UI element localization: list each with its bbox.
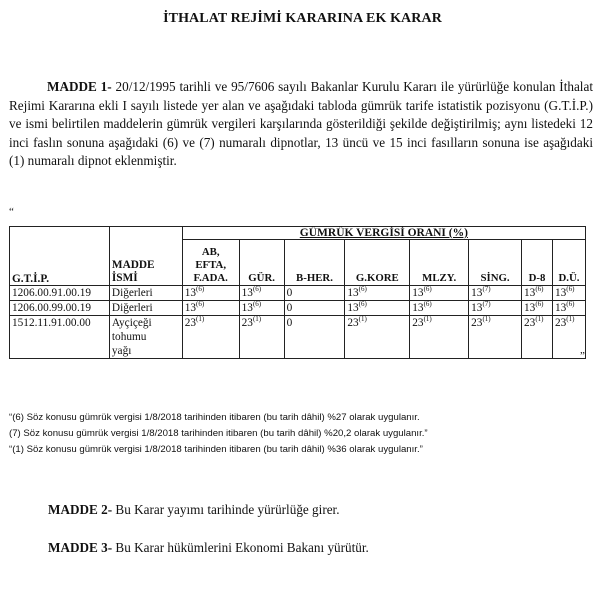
header-d8: D-8 <box>522 240 553 286</box>
cell-name: Diğerleri <box>109 301 182 316</box>
madde-2-paragraph <box>48 502 340 518</box>
cell-note: (6) <box>423 300 432 309</box>
table-row <box>10 286 586 301</box>
cell-gkore <box>345 316 410 359</box>
cell-value: 23 <box>471 317 483 329</box>
tariff-table <box>9 226 586 359</box>
footnote-6: “(6) Söz konusu gümrük vergisi 1/8/2018 tarihinden itibaren (bu tarih dâhil) %27 olarak uygulanır. <box>9 412 420 423</box>
cell-gtip: 1206.00.91.00.19 <box>10 286 110 301</box>
header-gkore: G.KORE <box>345 240 410 286</box>
cell-gtip: 1512.11.91.00.00 <box>10 316 110 359</box>
header-ismi: İSMİ <box>111 272 138 284</box>
cell-sing <box>469 316 522 359</box>
cell-gkore <box>345 301 410 316</box>
cell-note: (6) <box>535 285 544 294</box>
cell-gtip: 1206.00.99.00.19 <box>10 301 110 316</box>
header-gur: GÜR. <box>239 240 284 286</box>
cell-value: 23 <box>241 317 253 329</box>
header-gtip: G.T.İ.P. <box>10 227 110 286</box>
cell-note: (6) <box>566 300 575 309</box>
cell-value: 13 <box>524 302 536 314</box>
cell-value: 13 <box>524 287 536 299</box>
cell-value: 23 <box>412 317 424 329</box>
document-title: İTHALAT REJİMİ KARARINA EK KARAR <box>163 11 442 26</box>
cell-note: (1) <box>423 315 432 324</box>
header-ab-efta <box>182 240 239 286</box>
cell-ab <box>182 286 239 301</box>
header-madde-ismi <box>109 227 182 286</box>
cell-ab <box>182 301 239 316</box>
cell-note: (6) <box>252 300 262 309</box>
header-efta: EFTA, <box>195 259 227 271</box>
cell-note: (6) <box>535 300 544 309</box>
table-closing-quote: ” <box>580 350 585 362</box>
cell-value: 23 <box>347 317 359 329</box>
cell-note: (6) <box>252 285 262 294</box>
cell-gkore <box>345 286 410 301</box>
madde-3-label: MADDE 3- <box>48 540 113 555</box>
madde-2-label: MADDE 2- <box>48 502 113 517</box>
header-du: D.Ü. <box>552 240 585 286</box>
cell-gur <box>239 286 284 301</box>
cell-mlzy <box>410 301 469 316</box>
header-mlzy: MLZY. <box>410 240 469 286</box>
cell-value: 23 <box>554 317 567 329</box>
cell-gur <box>239 316 284 359</box>
cell-note: (1) <box>566 315 575 324</box>
madde-3-text: Bu Karar hükümlerini Ekonomi Bakanı yürütür. <box>112 540 369 555</box>
cell-value: 13 <box>412 302 424 314</box>
cell-note: (1) <box>535 315 544 324</box>
cell-mlzy <box>410 286 469 301</box>
header-madde: MADDE <box>111 259 155 271</box>
cell-value: 23 <box>184 317 197 329</box>
cell-value: 13 <box>554 287 567 299</box>
cell-value: 13 <box>554 302 567 314</box>
cell-value: 13 <box>241 302 253 314</box>
table-opening-quote: “ <box>9 206 14 218</box>
madde-1-text: 20/12/1995 tarihli ve 95/7606 sayılı Bakanlar Kurulu Kararı ile yürürlüğe konulan İthalat Rejimi Kararına ekli I sayılı listede yer alan ve aşağıdaki tabloda gümrük tarife istatistik pozisyonu (G.T.İ.P.) ve ismi belirtilen maddelerin gümrük vergileri karşılarında gösterildiği şekilde değiştirilmiş; aynı listedeki 12 inci faslın sonuna aşağıdaki (6) ve (7) numaralı dipnotlar, 13 üncü ve 15 inci fasılların sonuna ise aşağıdaki (1) numaralı dipnot eklenmiştir. <box>9 79 593 169</box>
cell-note: (6) <box>423 285 432 294</box>
cell-ab <box>182 316 239 359</box>
cell-note: (1) <box>252 315 262 324</box>
cell-value: 13 <box>347 287 359 299</box>
cell-note: (6) <box>196 300 205 309</box>
madde-1-label: MADDE 1- <box>47 79 112 94</box>
cell-mlzy <box>410 316 469 359</box>
cell-name-line: Ayçiçeği <box>111 317 152 329</box>
cell-note: (1) <box>358 315 367 324</box>
cell-name: Diğerleri <box>109 286 182 301</box>
cell-note: (6) <box>196 285 205 294</box>
footnote-7: (7) Söz konusu gümrük vergisi 1/8/2018 tarihinden itibaren (bu tarih dâhil) %20,2 olarak uygulanır.” <box>9 428 428 439</box>
cell-note: (6) <box>358 300 367 309</box>
header-gumruk-vergisi <box>182 227 585 240</box>
cell-note: (7) <box>482 300 491 309</box>
cell-name-line: yağı <box>111 345 132 357</box>
cell-gur <box>239 301 284 316</box>
cell-value: 13 <box>241 287 253 299</box>
cell-value: 13 <box>471 287 483 299</box>
header-bher: B-HER. <box>284 240 345 286</box>
cell-du <box>552 301 585 316</box>
header-ab: AB, <box>201 246 220 258</box>
cell-note: (1) <box>196 315 205 324</box>
table-row <box>10 316 586 359</box>
footnotes <box>9 410 428 458</box>
cell-du <box>552 286 585 301</box>
cell-value: 13 <box>347 302 359 314</box>
footnote-1: “(1) Söz konusu gümrük vergisi 1/8/2018 tarihinden itibaren (bu tarih dâhil) %36 olarak uygulanır.” <box>9 444 423 455</box>
cell-d8 <box>522 301 553 316</box>
cell-note: (1) <box>482 315 491 324</box>
cell-name <box>109 316 182 359</box>
cell-d8 <box>522 286 553 301</box>
cell-bher: 0 <box>284 286 345 301</box>
header-sing: SİNG. <box>469 240 522 286</box>
cell-value: 13 <box>412 287 424 299</box>
cell-bher: 0 <box>284 301 345 316</box>
cell-d8 <box>522 316 553 359</box>
cell-note: (6) <box>358 285 367 294</box>
cell-sing <box>469 301 522 316</box>
cell-note: (6) <box>566 285 575 294</box>
cell-value: 23 <box>524 317 536 329</box>
header-fada: F.ADA. <box>193 272 228 284</box>
madde-2-text: Bu Karar yayımı tarihinde yürürlüğe girer. <box>112 502 340 517</box>
madde-1-paragraph <box>9 78 593 171</box>
cell-value: 13 <box>184 302 197 314</box>
cell-note: (7) <box>482 285 491 294</box>
madde-3-paragraph <box>48 540 369 556</box>
cell-value: 13 <box>471 302 483 314</box>
cell-bher: 0 <box>284 316 345 359</box>
cell-sing <box>469 286 522 301</box>
cell-name-line: tohumu <box>111 331 147 343</box>
table-row <box>10 301 586 316</box>
header-gumruk-vergisi-text: GÜMRÜK VERGİSİ ORANI (%) <box>299 227 468 239</box>
cell-value: 13 <box>184 287 197 299</box>
